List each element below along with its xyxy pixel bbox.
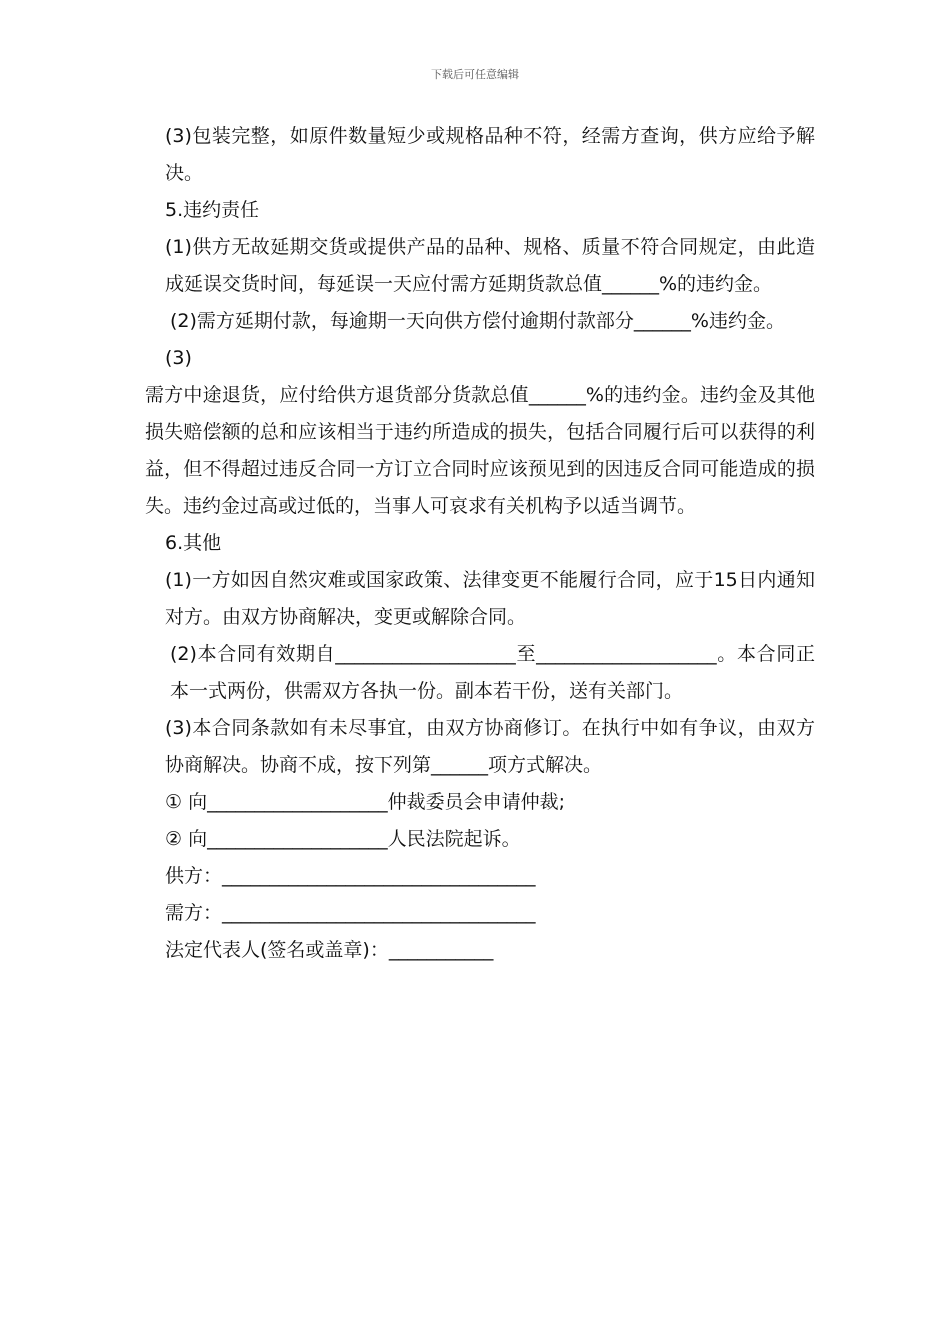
document-body: [145, 118, 815, 969]
paragraph-buyer-delay: (2)需方延期付款，每逾期一天向供方偿付逾期付款部分______%违约金。: [170, 310, 785, 332]
buyer-signature-line: 需方：_________________________________: [165, 902, 536, 924]
paragraph-force-majeure: (1)一方如因自然灾难或国家政策、法律变更不能履行合同，应于15日内通知对方。由双方协商解决，变更或解除合同。: [165, 569, 815, 628]
option-arbitration: ① 向___________________仲裁委员会申请仲裁;: [165, 791, 565, 813]
option-court: ② 向___________________人民法院起诉。: [165, 828, 521, 850]
paragraph-return-penalty: 需方中途退货，应付给供方退货部分货款总值______%的违约金。违约金及其他损失赔偿额的总和应该相当于违约所造成的损失，包括合同履行后可以获得的利益，但不得超过违反合同一方订立合同时应该预见到的因违反合同可能造成的损失。违约金过高或过低的，当事人可哀求有关机构予以适当调节。: [145, 384, 815, 517]
paragraph-number: (3): [165, 347, 192, 369]
section-heading-other: 6.其他: [165, 532, 222, 554]
page-header: 下载后可任意编辑: [431, 68, 519, 81]
paragraph-disputes: (3)本合同条款如有未尽事宜，由双方协商修订。在执行中如有争议，由双方协商解决。协商不成，按下列第______项方式解决。: [165, 717, 815, 776]
legal-rep-signature-line: 法定代表人(签名或盖章)：___________: [165, 939, 494, 961]
supplier-signature-line: 供方：_________________________________: [165, 865, 536, 887]
section-heading-liability: 5.违约责任: [165, 199, 260, 221]
paragraph-packaging: (3)包装完整，如原件数量短少或规格品种不符，经需方查询，供方应给予解决。: [165, 125, 815, 184]
paragraph-validity: (2)本合同有效期自___________________至___________________。本合同正本一式两份，供需双方各执一份。副本若干份，送有关部门。: [170, 643, 815, 702]
paragraph-supplier-delay: (1)供方无故延期交货或提供产品的品种、规格、质量不符合同规定，由此造成延误交货时间，每延误一天应付需方延期货款总值______%的违约金。: [165, 236, 815, 295]
